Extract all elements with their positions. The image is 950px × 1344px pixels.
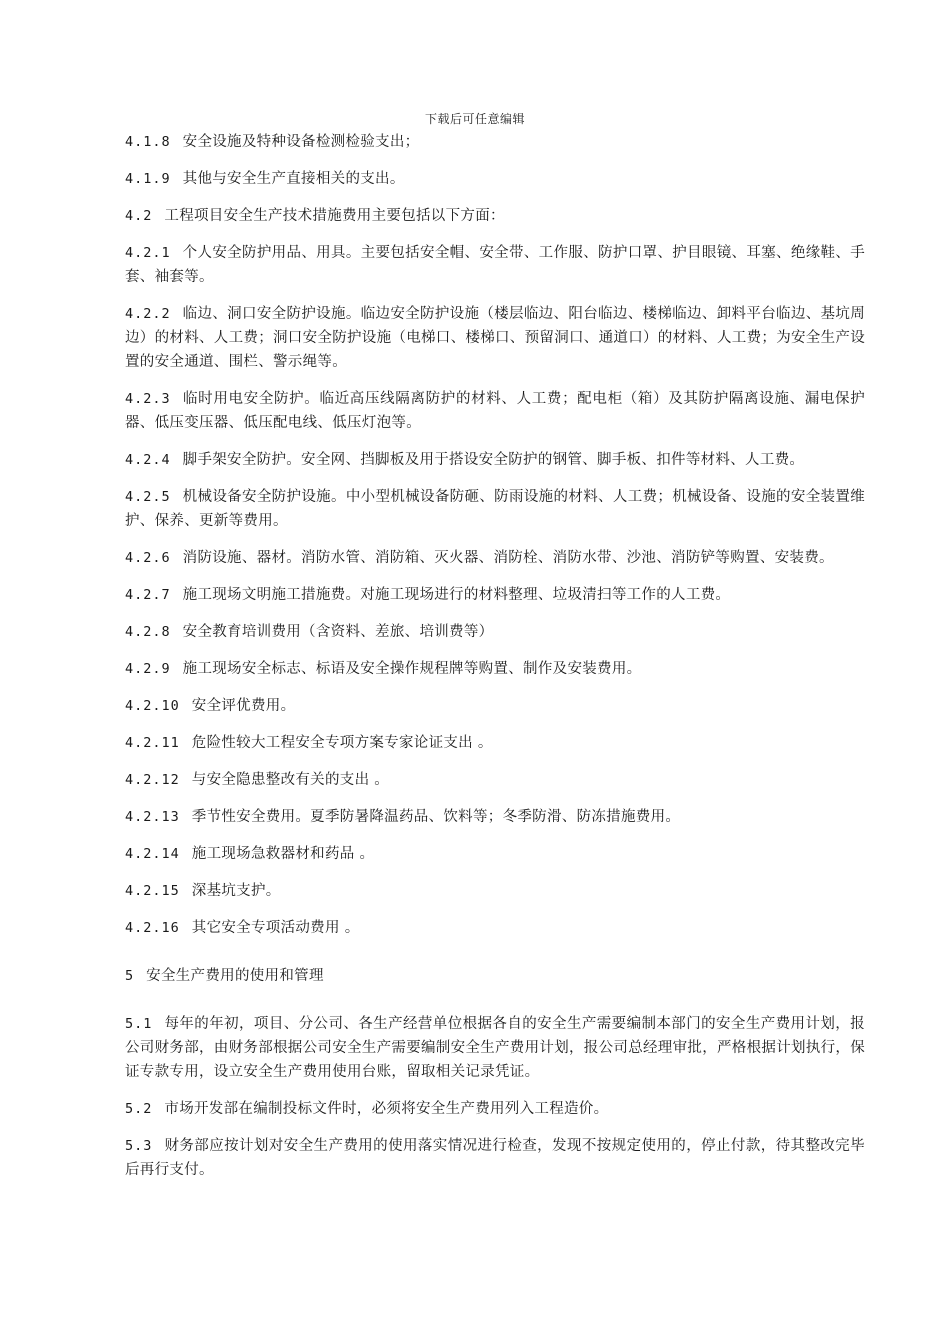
clause-4-1-9: [125, 167, 865, 191]
clause-text: 其它安全专项活动费用 。: [191, 920, 360, 936]
clause-text: 市场开发部在编制投标文件时，必须将安全生产费用列入工程造价。: [164, 1101, 609, 1117]
clause-4-2-11: [125, 731, 865, 755]
clause-number: 5.1: [125, 1016, 153, 1032]
clause-number: 4.2.7: [125, 587, 171, 603]
clause-text: 与安全隐患整改有关的支出 。: [191, 772, 390, 788]
clause-5-2: [125, 1097, 865, 1121]
clause-number: 4.2.10: [125, 698, 180, 714]
clause-4-2-3: [125, 387, 865, 435]
clause-text: 施工现场急救器材和药品 。: [191, 846, 375, 862]
clause-number: 4.2.5: [125, 489, 171, 505]
clause-number: 4.2.12: [125, 772, 180, 788]
page-header: 下载后可任意编辑: [424, 112, 525, 126]
clause-text: 施工现场安全标志、标语及安全操作规程牌等购置、制作及安装费用。: [182, 661, 642, 677]
clause-5-1: [125, 1012, 865, 1084]
clause-text: 安全设施及特种设备检测检验支出；: [182, 134, 420, 150]
clause-number: 5.2: [125, 1101, 153, 1117]
clause-number: 5.3: [125, 1138, 153, 1154]
clause-text: 财务部应按计划对安全生产费用的使用落实情况进行检查，发现不按规定使用的，停止付款，待其整改完毕后再行支付。: [125, 1138, 865, 1178]
clause-number: 4.1.9: [125, 171, 171, 187]
clause-4-2-14: [125, 842, 865, 866]
section-number: 5: [125, 968, 135, 984]
clause-text: 机械设备安全防护设施。中小型机械设备防砸、防雨设施的材料、人工费；机械设备、设施的安全装置维护、保养、更新等费用。: [125, 489, 865, 529]
clause-number: 4.2.9: [125, 661, 171, 677]
clause-4-2-10: [125, 694, 865, 718]
section-title: 安全生产费用的使用和管理: [146, 968, 324, 984]
clause-number: 4.2.13: [125, 809, 180, 825]
clause-number: 4.1.8: [125, 134, 171, 150]
clause-4-2-7: [125, 583, 865, 607]
clause-number: 4.2.14: [125, 846, 180, 862]
clause-number: 4.2.3: [125, 391, 171, 407]
clause-4-2-6: [125, 546, 865, 570]
clause-text: 临边、洞口安全防护设施。临边安全防护设施（楼层临边、阳台临边、楼梯临边、卸料平台临边、基坑周边）的材料、人工费；洞口安全防护设施（电梯口、楼梯口、预留洞口、通道口）的材料、人工费；为安全生产设置的安全通道、围栏、警示绳等。: [125, 306, 865, 370]
document-body: [125, 130, 865, 1195]
clause-4-2: [125, 204, 865, 228]
clause-text: 安全评优费用。: [191, 698, 296, 714]
clause-text: 安全教育培训费用（含资料、差旅、培训费等）: [182, 624, 494, 640]
clause-text: 个人安全防护用品、用具。主要包括安全帽、安全带、工作服、防护口罩、护目眼镜、耳塞、绝缘鞋、手套、袖套等。: [125, 245, 865, 285]
clause-number: 4.2.2: [125, 306, 171, 322]
clause-4-2-5: [125, 485, 865, 533]
clause-text: 施工现场文明施工措施费。对施工现场进行的材料整理、垃圾清扫等工作的人工费。: [182, 587, 731, 603]
clause-text: 工程项目安全生产技术措施费用主要包括以下方面：: [164, 208, 505, 224]
clause-text: 脚手架安全防护。安全网、挡脚板及用于搭设安全防护的钢管、脚手板、扣件等材料、人工费。: [182, 452, 805, 468]
clause-number: 4.2.16: [125, 920, 180, 936]
clause-4-2-9: [125, 657, 865, 681]
clause-text: 每年的年初，项目、分公司、各生产经营单位根据各自的安全生产需要编制本部门的安全生产费用计划，报公司财务部，由财务部根据公司安全生产需要编制安全生产费用计划，报公司总经理审批，严格根据计划执行，保证专款专用，设立安全生产费用使用台账，留取相关记录凭证。: [125, 1016, 865, 1080]
clause-number: 4.2: [125, 208, 153, 224]
clause-4-2-16: [125, 916, 865, 940]
clause-text: 其他与安全生产直接相关的支出。: [182, 171, 405, 187]
clause-number: 4.2.15: [125, 883, 180, 899]
clause-number: 4.2.11: [125, 735, 180, 751]
clause-4-2-1: [125, 241, 865, 289]
clause-4-2-2: [125, 302, 865, 374]
clause-text: 危险性较大工程安全专项方案专家论证支出 。: [191, 735, 493, 751]
clause-4-2-8: [125, 620, 865, 644]
clause-number: 4.2.4: [125, 452, 171, 468]
clause-4-2-13: [125, 805, 865, 829]
clause-4-2-15: [125, 879, 865, 903]
clause-text: 消防设施、器材。消防水管、消防箱、灭火器、消防栓、消防水带、沙池、消防铲等购置、安装费。: [182, 550, 834, 566]
clause-text: 季节性安全费用。夏季防暑降温药品、饮料等；冬季防滑、防冻措施费用。: [191, 809, 681, 825]
clause-text: 临时用电安全防护。临近高压线隔离防护的材料、人工费；配电柜（箱）及其防护隔离设施、漏电保护器、低压变压器、低压配电线、低压灯泡等。: [125, 391, 865, 431]
clause-5-3: [125, 1134, 865, 1182]
clause-number: 4.2.1: [125, 245, 171, 261]
clause-4-2-12: [125, 768, 865, 792]
section-5-heading: [125, 964, 865, 988]
clause-4-2-4: [125, 448, 865, 472]
clause-4-1-8: [125, 130, 865, 154]
clause-number: 4.2.6: [125, 550, 171, 566]
clause-text: 深基坑支护。: [191, 883, 281, 899]
clause-number: 4.2.8: [125, 624, 171, 640]
